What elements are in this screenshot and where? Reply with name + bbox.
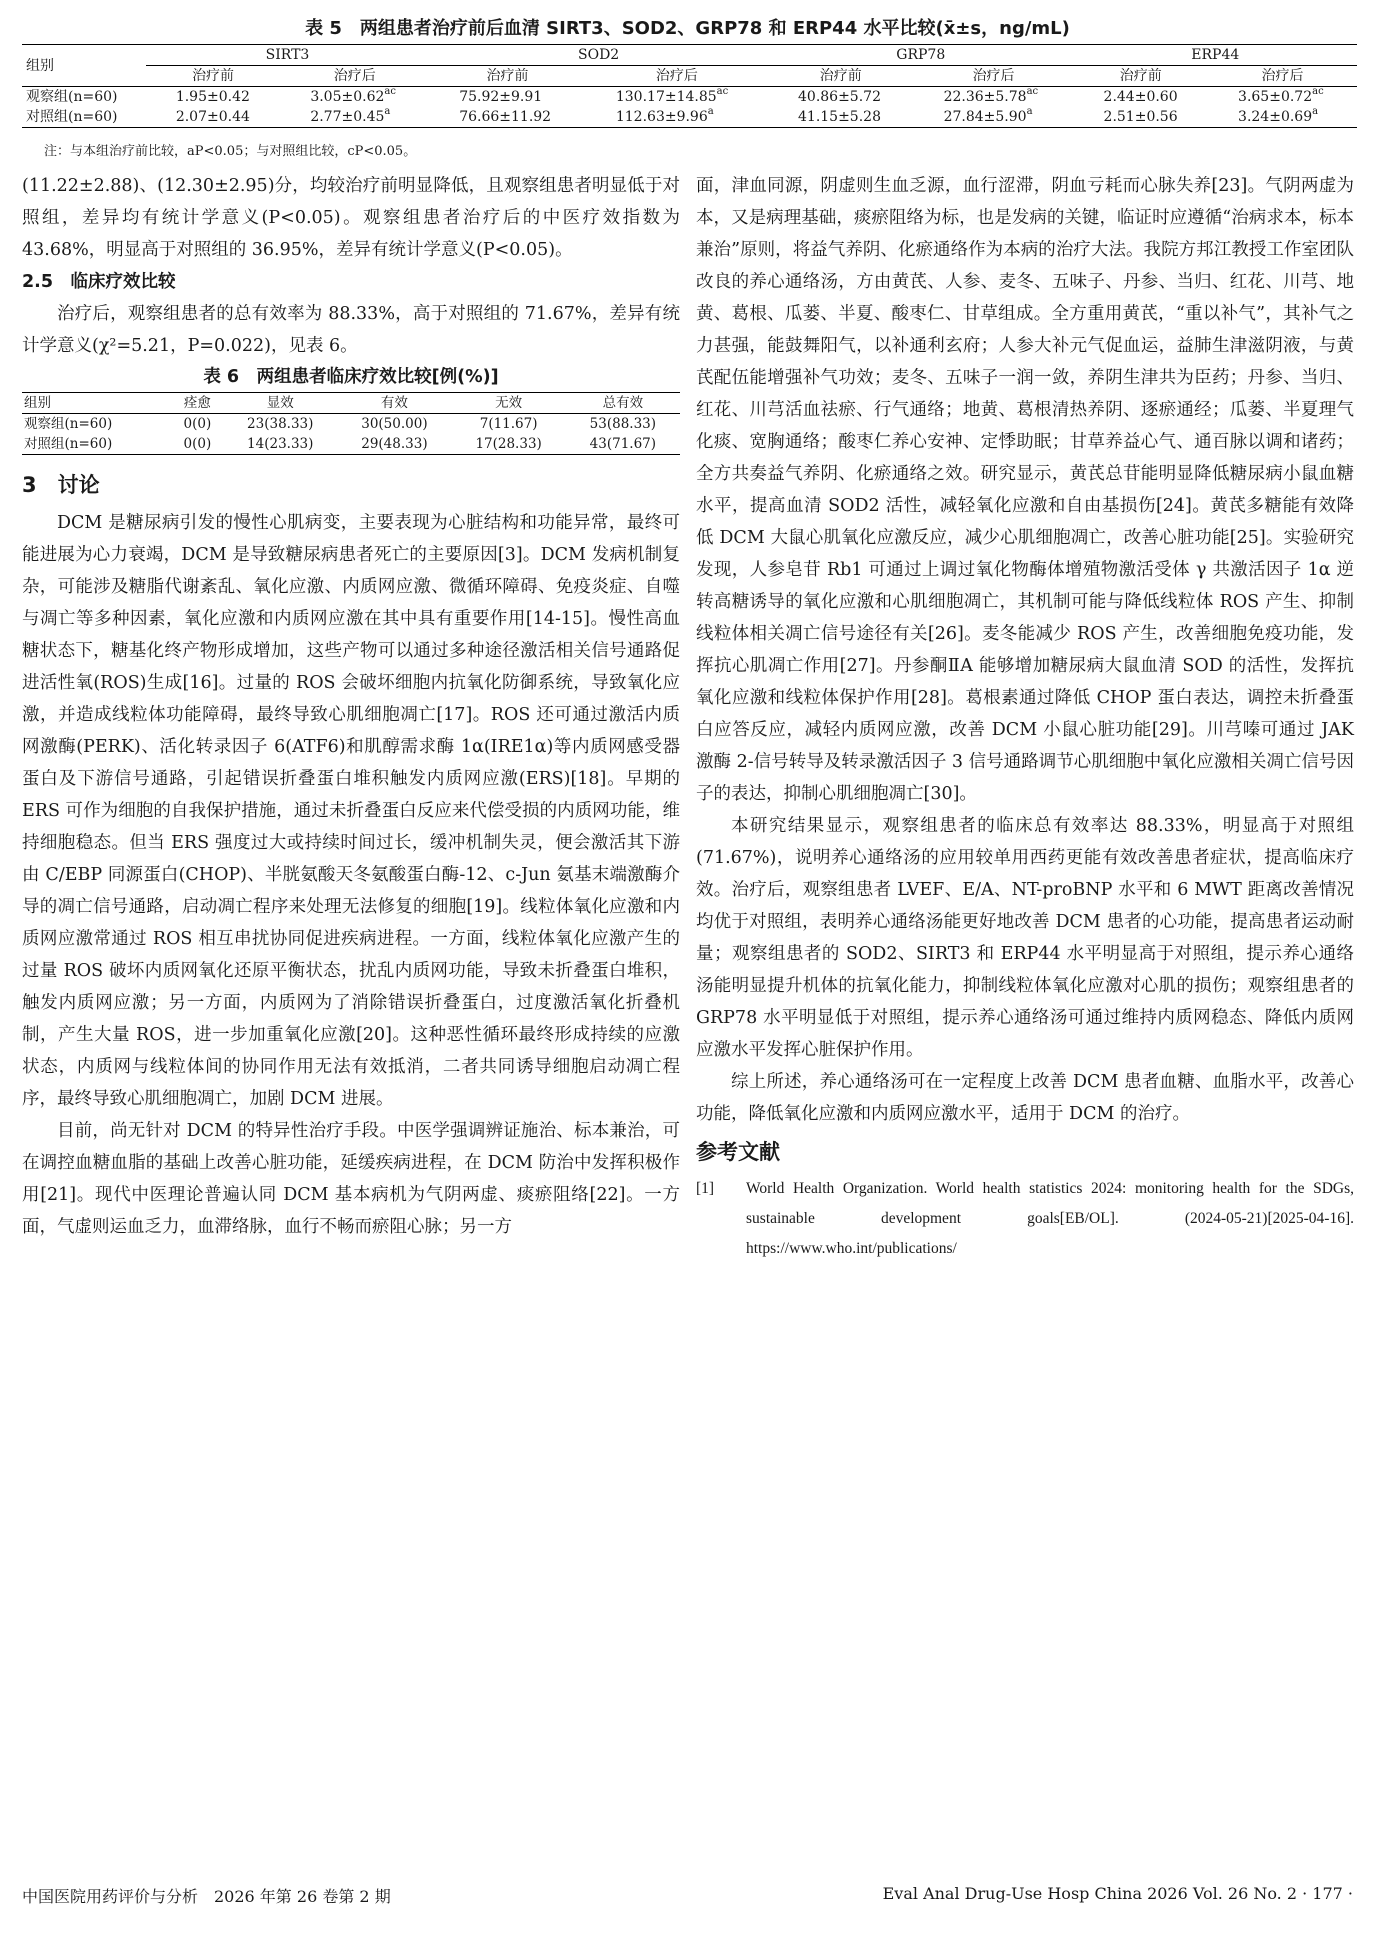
right-column (696, 170, 1354, 1264)
table5-cell: 3.24±0.69$^a$ (1208, 107, 1357, 128)
table5-cell: 41.15±5.28 (768, 107, 914, 128)
table5-sub-header: 治疗前 (429, 66, 586, 87)
table5-group-cell: 观察组(n=60) (26, 89, 118, 105)
table6-cell: 17(28.33) (452, 434, 566, 455)
table5-sub-header: 治疗后 (280, 66, 429, 87)
table5-sub-header: 治疗前 (768, 66, 914, 87)
table6-cell: 53(88.33) (589, 416, 657, 432)
table6-row (22, 414, 680, 435)
table6 (22, 392, 680, 455)
table5-sub-header: 治疗后 (1208, 66, 1357, 87)
table5-cell: 75.92±9.91 (459, 89, 543, 105)
table5-cell: 2.51±0.56 (1074, 107, 1209, 128)
section-heading-3: 3 讨论 (22, 473, 100, 497)
table5-cell: 2.44±0.60 (1103, 89, 1178, 105)
paragraph: (11.22±2.88)、(12.30±2.95)分，均较治疗前明显降低，且观察组患者明显低于对照组，差异均有统计学意义(P<0.05)。观察组患者治疗后的中医疗效指数为 43.68%，明显高于对照组的 36.95%，差异有统计学意义(P<0.05)。 (22, 176, 680, 260)
table6-header: 无效 (452, 393, 566, 414)
table5-cell: 2.07±0.44 (146, 107, 281, 128)
paragraph: 综上所述，养心通络汤可在一定程度上改善 DCM 患者血糖、血脂水平，改善心功能，降低氧化应激和内质网应激水平，适用于 DCM 的治疗。 (696, 1072, 1354, 1124)
paragraph: 治疗后，观察组患者的总有效率为 88.33%，高于对照组的 71.67%，差异有统计学意义(χ²=5.21，P=0.022)，见表 6。 (22, 304, 680, 356)
table6-cell: 14(23.33) (223, 434, 337, 455)
table6-cell: 对照组(n=60) (22, 434, 172, 455)
table6-cell: 43(71.67) (566, 434, 680, 455)
table6-header: 有效 (337, 393, 451, 414)
table6-cell: 7(11.67) (479, 416, 538, 432)
table6-row (22, 434, 680, 455)
table5-cell: 76.66±11.92 (429, 107, 586, 128)
reference-text: World Health Organization. World health statistics 2024: monitoring health for the SDGs, sustainable development goals[EB/OL]. (2024-05-21)[2025-04-16]. https://www.who.int/publications/ (746, 1180, 1354, 1257)
table6-cell: 观察组(n=60) (24, 416, 113, 432)
reference-number: [1] (696, 1180, 715, 1197)
table5-marker-header: GRP78 (768, 45, 1074, 66)
table6-cell: 29(48.33) (337, 434, 451, 455)
table5-cell: 40.86±5.72 (798, 89, 881, 105)
table5-cell: 3.65±0.72$^{ac}$ (1238, 86, 1324, 105)
table5-cell: 3.05±0.62$^{ac}$ (310, 86, 396, 105)
table5-caption: 表 5 两组患者治疗前后血清 SIRT3、SOD2、GRP78 和 ERP44 水平比较(x̄±s，ng/mL) (305, 18, 1070, 39)
footer-journal-cn: 中国医院用药评价与分析 2026 年第 26 卷第 2 期 (22, 1887, 391, 1906)
table5-cell: 130.17±14.85$^{ac}$ (615, 86, 729, 105)
table5-sub-header: 治疗前 (1074, 66, 1209, 87)
table5-sub-header: 治疗后 (914, 66, 1074, 87)
table5-note: 注：与本组治疗前比较，aP<0.05；与对照组比较，cP<0.05。 (44, 144, 417, 159)
table5-marker-header: SOD2 (429, 45, 768, 66)
table5-cell: 22.36±5.78$^{ac}$ (943, 86, 1039, 105)
table6-caption: 表 6 两组患者临床疗效比较[例(%)] (203, 367, 499, 387)
table6-cell: 0(0) (183, 416, 212, 432)
table5-group-header: 组别 (22, 45, 146, 87)
table6-cell: 30(50.00) (361, 416, 428, 432)
table5 (22, 44, 1357, 128)
table5-marker-header: ERP44 (1074, 45, 1357, 66)
table5-cell: 2.77±0.45$^a$ (280, 107, 429, 128)
table5-row (22, 87, 1357, 108)
table5-cell: 1.95±0.42 (175, 89, 250, 105)
reference-item (696, 1174, 1354, 1264)
section-heading-2-5: 2.5 临床疗效比较 (22, 272, 176, 292)
paragraph: DCM 是糖尿病引发的慢性心肌病变，主要表现为心脏结构和功能异常，最终可能进展为心力衰竭，DCM 是导致糖尿病患者死亡的主要原因[3]。DCM 发病机制复杂，可能涉及糖脂代谢紊乱、氧化应激、内质网应激、微循环障碍、免疫炎症、自噬与凋亡等多种因素，氧化应激和内质网应激在其中具有重要作用[14-15]。慢性高血糖状态下，糖基化终产物形成增加，这些产物可以通过多种途径激活相关信号通路促进活性氧(ROS)生成[16]。过量的 ROS 会破坏细胞内抗氧化防御系统，导致氧化应激，并造成线粒体功能障碍，最终导致心肌细胞凋亡[17]。ROS 还可通过激活内质网激酶(PERK)、活化转录因子 6(ATF6)和肌醇需求酶 1α(IRE1α)等内质网感受器蛋白及下游信号通路，引起错误折叠蛋白堆积触发内质网应激(ERS)[18]。早期的 ERS 可作为细胞的自我保护措施，通过未折叠蛋白反应来代偿受损的内质网功能，维持细胞稳态。但当 ERS 强度过大或持续时间过长，缓冲机制失灵，便会激活其下游由 C/EBP 同源蛋白(CHOP)、半胱氨酸天冬氨酸蛋白酶-12、c-Jun 氨基末端激酶介导的凋亡信号通路，启动凋亡程序来处理无法修复的细胞[19]。线粒体氧化应激和内质网应激常通过 ROS 相互串扰协同促进疾病进程。一方面，线粒体氧化应激产生的过量 ROS 破坏内质网氧化还原平衡状态，扰乱内质网功能，导致未折叠蛋白堆积，触发内质网应激；另一方面，内质网为了消除错误折叠蛋白，过度激活氧化折叠机制，产生大量 ROS，进一步加重氧化应激[20]。这种恶性循环最终形成持续的应激状态，内质网与线粒体间的协同作用无法有效抵消，二者共同诱导细胞启动凋亡程序，最终导致心肌细胞凋亡，加剧 DCM 进展。 (22, 513, 680, 1109)
table5-group-cell: 对照组(n=60) (22, 107, 146, 128)
table6-header: 总有效 (566, 393, 680, 414)
table5-cell: 27.84±5.90$^a$ (914, 107, 1074, 128)
references-heading: 参考文献 (696, 1140, 780, 1164)
table6-cell: 23(38.33) (247, 416, 314, 432)
table6-cell: 0(0) (172, 434, 223, 455)
table5-marker-header: SIRT3 (146, 45, 429, 66)
footer-journal-en: Eval Anal Drug-Use Hosp China 2026 Vol. 26 No. 2 · 177 · (882, 1884, 1353, 1903)
left-column (22, 170, 680, 1243)
paragraph: 本研究结果显示，观察组患者的临床总有效率达 88.33%，明显高于对照组(71.67%)，说明养心通络汤的应用较单用西药更能有效改善患者症状，提高临床疗效。治疗后，观察组患者 LVEF、E/A、NT-proBNP 水平和 6 MWT 距离改善情况均优于对照组，表明养心通络汤能更好地改善 DCM 患者的心功能，提高患者运动耐量；观察组患者的 SOD2、SIRT3 和 ERP44 水平明显高于对照组，提示养心通络汤能明显提升机体的抗氧化能力，抑制线粒体氧化应激对心肌的损伤；观察组患者的 GRP78 水平明显低于对照组，提示养心通络汤可通过维持内质网稳态、降低内质网应激水平发挥心脏保护作用。 (696, 816, 1354, 1060)
table5-cell: 112.63±9.96$^a$ (586, 107, 768, 128)
paragraph: 目前，尚无针对 DCM 的特异性治疗手段。中医学强调辨证施治、标本兼治，可在调控血糖血脂的基础上改善心脏功能，延缓疾病进程，在 DCM 防治中发挥积极作用[21]。现代中医理论普遍认同 DCM 基本病机为气阴两虚、痰瘀阻络[22]。一方面，气虚则运血乏力，血滞络脉，血行不畅而瘀阻心脉；另一方 (22, 1121, 680, 1237)
table5-sub-header: 治疗前 (146, 66, 281, 87)
table6-header: 痊愈 (172, 393, 223, 414)
table5-row (22, 107, 1357, 128)
table6-header: 组别 (22, 393, 172, 414)
paragraph: 面，津血同源，阴虚则生血乏源，血行涩滞，阴血亏耗而心脉失养[23]。气阴两虚为本，又是病理基础，痰瘀阻络为标，也是发病的关键，临证时应遵循“治病求本，标本兼治”原则，将益气养阴、化瘀通络作为本病的治疗大法。我院方邦江教授工作室团队改良的养心通络汤，方由黄芪、人参、麦冬、五味子、丹参、当归、红花、川芎、地黄、葛根、瓜蒌、半夏、酸枣仁、甘草组成。全方重用黄芪，“重以补气”，其补气之力甚强，能鼓舞阳气，以补通利玄府；人参大补元气促血运，益肺生津滋阴液，与黄芪配伍能增强补气功效；麦冬、五味子一润一敛，养阴生津共为臣药；丹参、当归、红花、川芎活血祛瘀、行气通络；地黄、葛根清热养阴、逐瘀通经；瓜蒌、半夏理气化痰、宽胸通络；酸枣仁养心安神、定悸助眠；甘草养益心气、通百脉以调和诸药；全方共奏益气养阴、化瘀通络之效。研究显示，黄芪总苷能明显降低糖尿病小鼠血糖水平，提高血清 SOD2 活性，减轻氧化应激和自由基损伤[24]。黄芪多糖能有效降低 DCM 大鼠心肌氧化应激反应，减少心肌细胞凋亡，改善心脏功能[25]。实验研究发现，人参皂苷 Rb1 可通过上调过氧化物酶体增殖物激活受体 γ 共激活因子 1α 逆转高糖诱导的氧化应激和心肌细胞凋亡，其机制可能与降低线粒体 ROS 产生、抑制线粒体相关凋亡信号途径有关[26]。麦冬能减少 ROS 产生，改善细胞免疫功能，发挥抗心肌凋亡作用[27]。丹参酮ⅡA 能够增加糖尿病大鼠血清 SOD 的活性，发挥抗氧化应激和线粒体保护作用[28]。葛根素通过降低 CHOP 蛋白表达，调控未折叠蛋白应答反应，减轻内质网应激，改善 DCM 小鼠心脏功能[29]。川芎嗪可通过 JAK 激酶 2-信号转导及转录激活因子 3 信号通路调节心肌细胞中氧化应激相关凋亡信号因子的表达，抑制心肌细胞凋亡[30]。 (696, 176, 1354, 804)
table5-sub-header: 治疗后 (586, 66, 768, 87)
table6-header: 显效 (223, 393, 337, 414)
